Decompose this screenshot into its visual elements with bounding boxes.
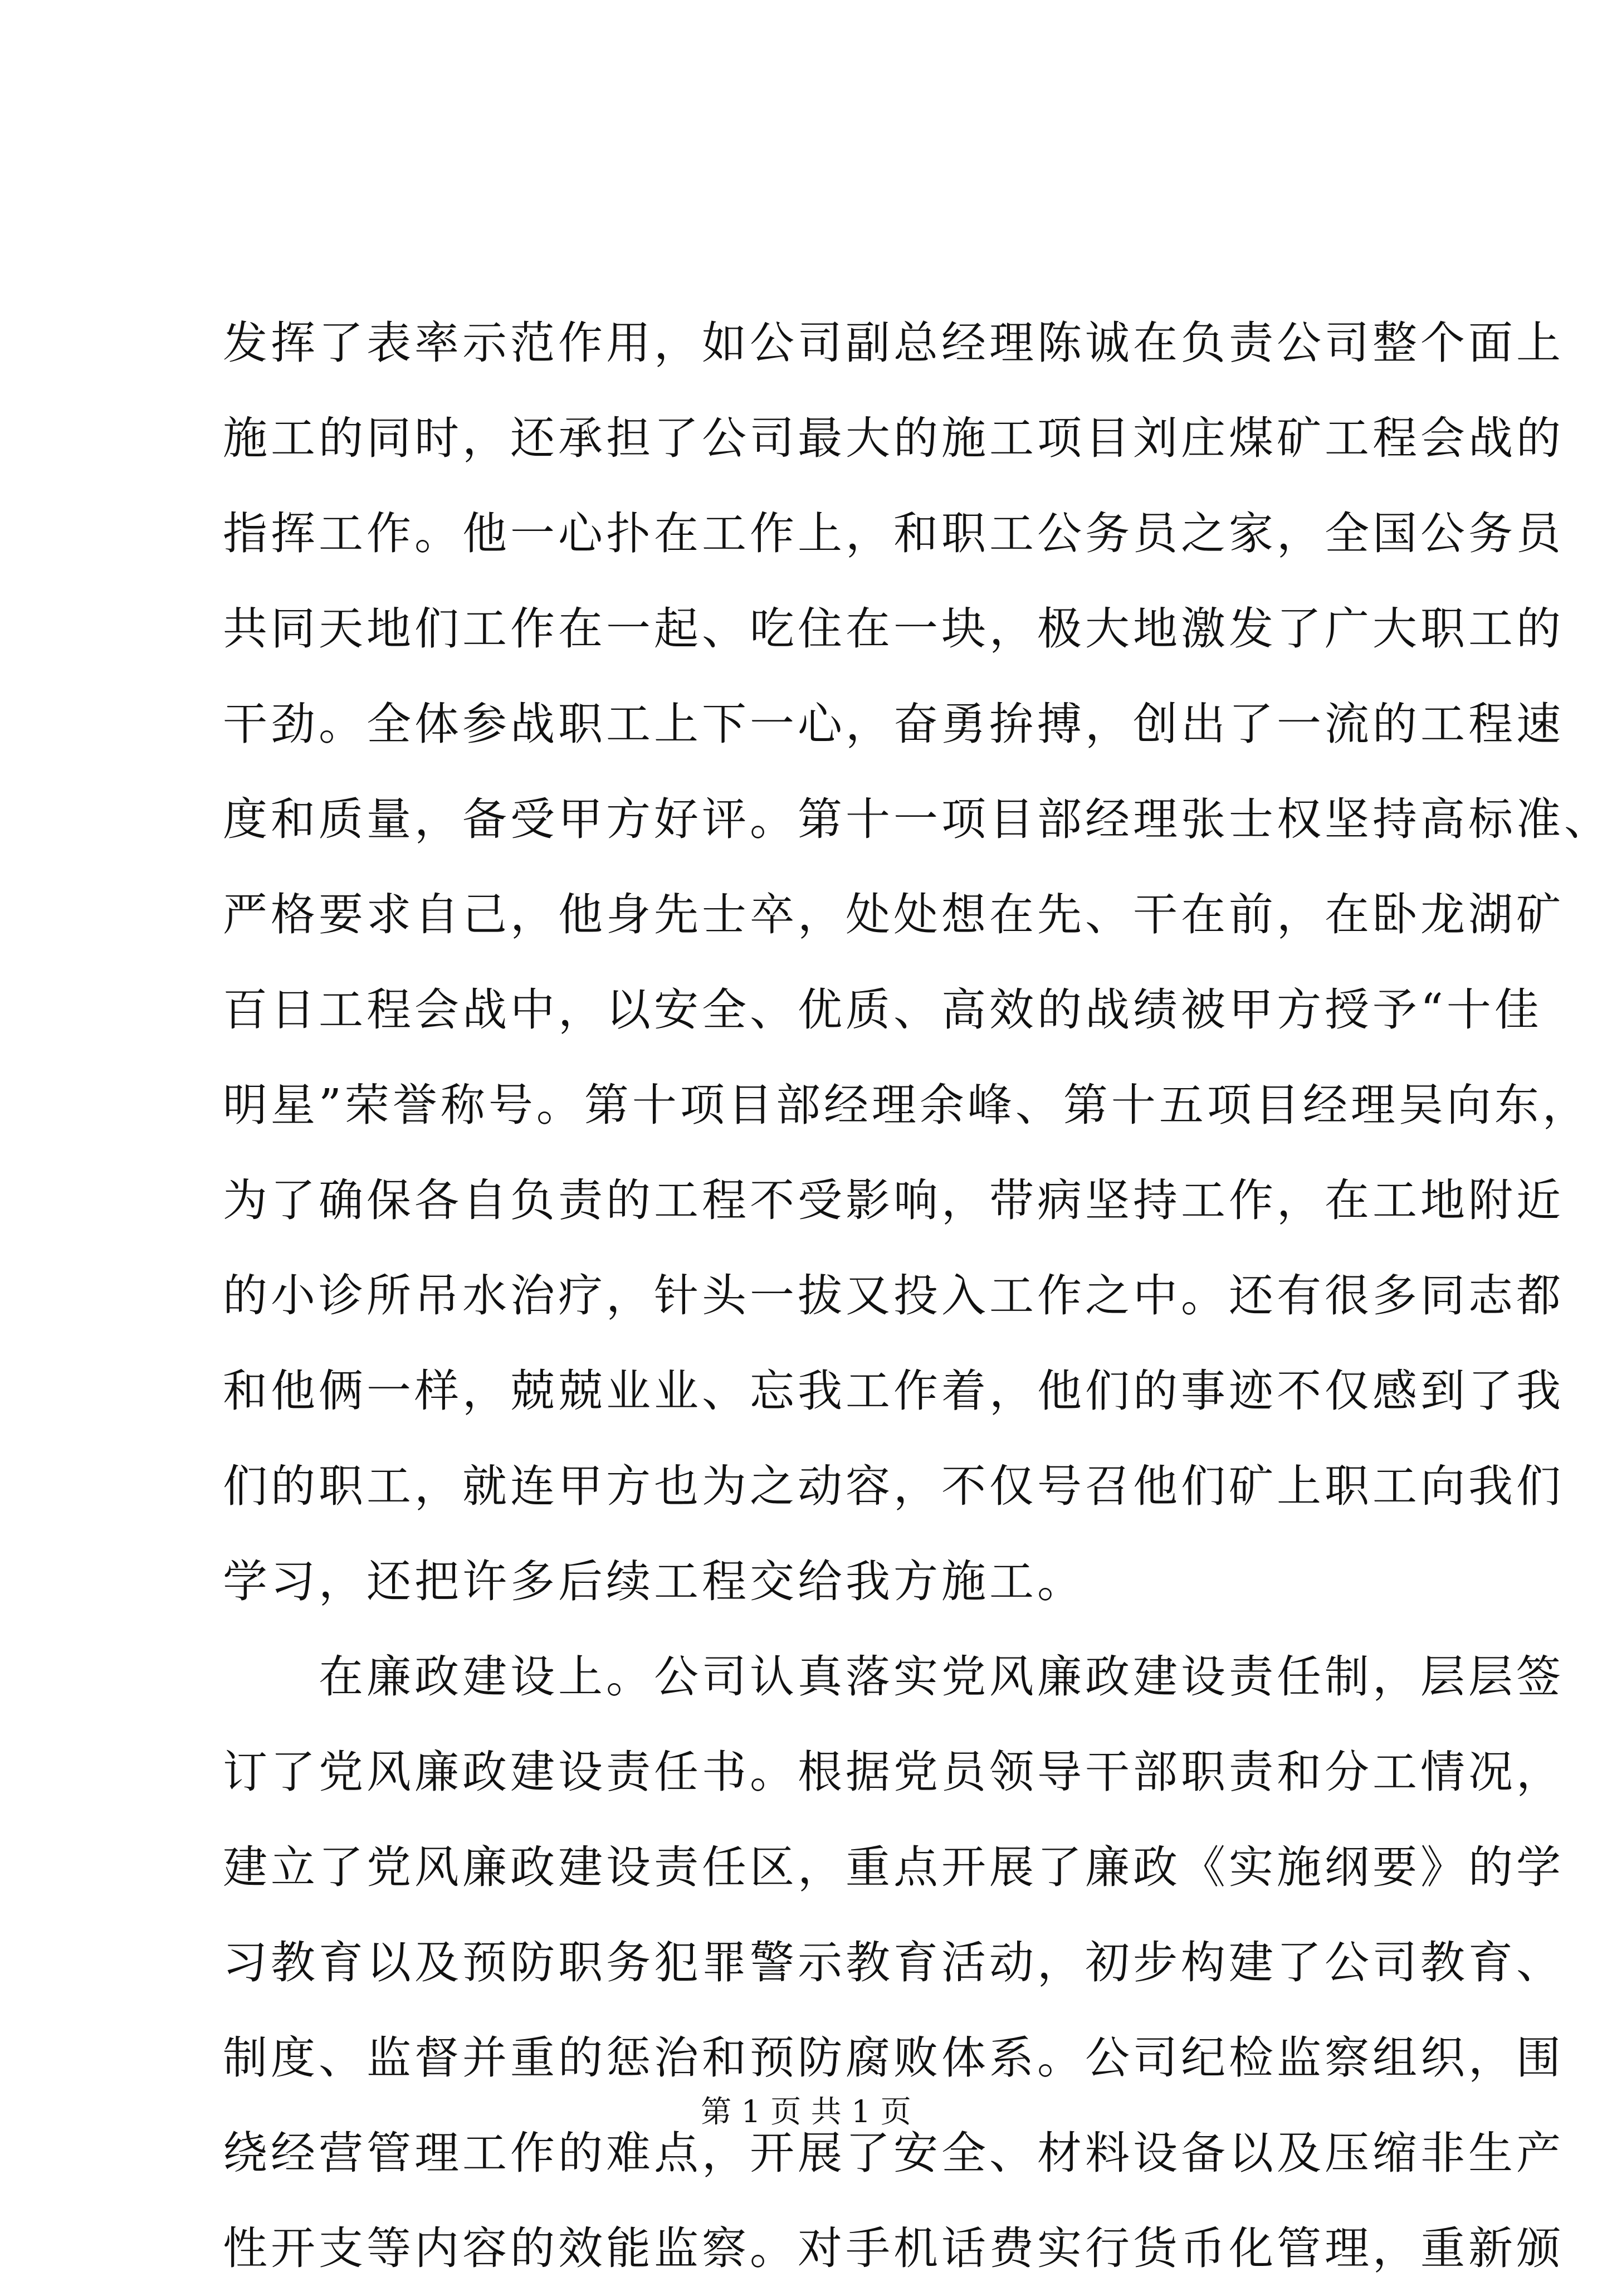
text-line: 和他俩一样，兢兢业业、忘我工作着，他们的事迹不仅感到了我 — [223, 1365, 1564, 1417]
text-line: 学习，还把许多后续工程交给我方施工。 — [223, 1556, 1085, 1607]
paragraph-2 — [223, 1629, 1564, 2296]
text-line: 干劲。全体参战职工上下一心，奋勇拚搏，创出了一流的工程速 — [223, 698, 1564, 750]
text-line: 订了党风廉政建设责任书。根据党员领导干部职责和分工情况， — [223, 1746, 1564, 1798]
text-line: 们的职工，就连甲方也为之动容，不仅号召他们矿上职工向我们 — [223, 1460, 1564, 1512]
text-line: 制度、监督并重的惩治和预防腐败体系。公司纪检监察组织，围 — [223, 2032, 1564, 2084]
text-line: 共同天地们工作在一起、吃住在一块，极大地激发了广大职工的 — [223, 603, 1564, 655]
page-number-footer: 第 1 页 共 1 页 — [701, 2094, 911, 2129]
text-line: 建立了党风廉政建设责任区，重点开展了廉政《实施纲要》的学 — [223, 1841, 1564, 1893]
text-line: 性开支等内容的效能监察。对手机话费实行货币化管理，重新颁 — [223, 2222, 1564, 2274]
text-line: 明星”荣誉称号。第十项目部经理余峰、第十五项目经理吴向东， — [223, 1079, 1590, 1131]
document-body — [223, 295, 1612, 2296]
text-line: 施工的同时，还承担了公司最大的施工项目刘庄煤矿工程会战的 — [223, 412, 1564, 464]
paragraph-1 — [223, 295, 1612, 1629]
text-line: 度和质量，备受甲方好评。第十一项目部经理张士权坚持高标准、 — [223, 793, 1612, 845]
text-line: 绕经营管理工作的难点，开展了安全、材料设备以及压缩非生产 — [223, 2127, 1564, 2179]
text-line: 习教育以及预防职务犯罪警示教育活动，初步构建了公司教育、 — [223, 1937, 1564, 1988]
text-line: 发挥了表率示范作用，如公司副总经理陈诚在负责公司整个面上 — [223, 317, 1564, 369]
text-line: 的小诊所吊水治疗，针头一拔又投入工作之中。还有很多同志都 — [223, 1270, 1564, 1322]
text-line: 指挥工作。他一心扑在工作上，和职工公务员之家，全国公务员 — [223, 508, 1564, 559]
text-line: 严格要求自己，他身先士卒，处处想在先、干在前，在卧龙湖矿 — [223, 889, 1564, 940]
text-line: 为了确保各自负责的工程不受影响，带病坚持工作，在工地附近 — [223, 1174, 1564, 1226]
text-line: 在廉政建设上。公司认真落实党风廉政建设责任制，层层签 — [319, 1651, 1564, 1703]
text-line: 百日工程会战中，以安全、优质、高效的战绩被甲方授予“十佳 — [223, 984, 1542, 1036]
